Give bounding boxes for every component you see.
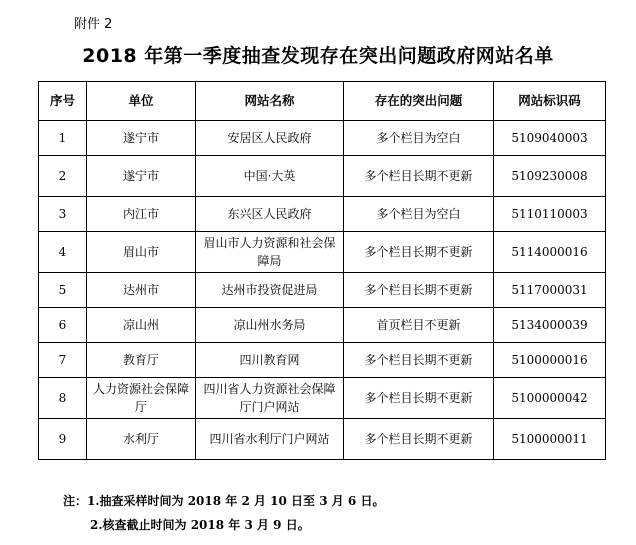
row-index: 2 bbox=[39, 156, 87, 197]
row-site-id: 5109230008 bbox=[494, 156, 606, 197]
row-index: 1 bbox=[39, 121, 87, 156]
row-unit: 遂宁市 bbox=[87, 156, 196, 197]
row-index: 9 bbox=[39, 419, 87, 460]
row-issue: 多个栏目长期不更新 bbox=[344, 419, 494, 460]
row-index: 3 bbox=[39, 197, 87, 232]
row-site-name: 四川省人力资源社会保障厅门户网站 bbox=[196, 378, 344, 419]
row-unit: 凉山州 bbox=[87, 308, 196, 343]
header-site-name: 网站名称 bbox=[196, 82, 344, 121]
row-unit: 水利厅 bbox=[87, 419, 196, 460]
row-unit: 人力资源社会保障厅 bbox=[87, 378, 196, 419]
row-site-name: 东兴区人民政府 bbox=[196, 197, 344, 232]
row-site-name: 达州市投资促进局 bbox=[196, 273, 344, 308]
row-issue: 多个栏目为空白 bbox=[344, 121, 494, 156]
row-site-id: 5109040003 bbox=[494, 121, 606, 156]
table-row bbox=[39, 378, 606, 419]
row-site-id: 5134000039 bbox=[494, 308, 606, 343]
row-index: 8 bbox=[39, 378, 87, 419]
header-index: 序号 bbox=[39, 82, 87, 121]
website-list-table bbox=[38, 81, 606, 460]
row-site-id: 5114000016 bbox=[494, 232, 606, 273]
attachment-label: 附件 2 bbox=[74, 17, 113, 32]
row-site-id: 5117000031 bbox=[494, 273, 606, 308]
row-unit: 眉山市 bbox=[87, 232, 196, 273]
row-site-id: 5100000042 bbox=[494, 378, 606, 419]
row-site-name: 中国·大英 bbox=[196, 156, 344, 197]
table-row bbox=[39, 273, 606, 308]
table-row bbox=[39, 121, 606, 156]
row-index: 6 bbox=[39, 308, 87, 343]
table-header-row bbox=[39, 82, 606, 121]
row-unit: 内江市 bbox=[87, 197, 196, 232]
row-site-id: 5110110003 bbox=[494, 197, 606, 232]
row-unit: 达州市 bbox=[87, 273, 196, 308]
table-row bbox=[39, 343, 606, 378]
row-index: 7 bbox=[39, 343, 87, 378]
row-issue: 多个栏目长期不更新 bbox=[344, 343, 494, 378]
note-sampling-period: 注：1.抽查采样时间为 2018 年 2 月 10 日至 3 月 6 日。 bbox=[63, 494, 385, 508]
table-row bbox=[39, 156, 606, 197]
row-site-name: 安居区人民政府 bbox=[196, 121, 344, 156]
header-site-id: 网站标识码 bbox=[494, 82, 606, 121]
row-unit: 教育厅 bbox=[87, 343, 196, 378]
note-deadline: 2.核查截止时间为 2018 年 3 月 9 日。 bbox=[90, 518, 310, 532]
row-index: 4 bbox=[39, 232, 87, 273]
row-issue: 多个栏目为空白 bbox=[344, 197, 494, 232]
row-site-name: 四川省水利厅门户网站 bbox=[196, 419, 344, 460]
row-site-id: 5100000011 bbox=[494, 419, 606, 460]
table-row bbox=[39, 197, 606, 232]
row-site-name: 凉山州水务局 bbox=[196, 308, 344, 343]
row-issue: 多个栏目长期不更新 bbox=[344, 378, 494, 419]
header-issue: 存在的突出问题 bbox=[344, 82, 494, 121]
table-row bbox=[39, 308, 606, 343]
row-site-id: 5100000016 bbox=[494, 343, 606, 378]
document-title: 2018 年第一季度抽查发现存在突出问题政府网站名单 bbox=[82, 45, 554, 67]
row-unit: 遂宁市 bbox=[87, 121, 196, 156]
row-issue: 多个栏目长期不更新 bbox=[344, 232, 494, 273]
table-row bbox=[39, 419, 606, 460]
row-site-name: 眉山市人力资源和社会保障局 bbox=[196, 232, 344, 273]
row-issue: 首页栏目不更新 bbox=[344, 308, 494, 343]
notes bbox=[63, 489, 384, 537]
row-issue: 多个栏目长期不更新 bbox=[344, 156, 494, 197]
header-unit: 单位 bbox=[87, 82, 196, 121]
row-issue: 多个栏目长期不更新 bbox=[344, 273, 494, 308]
row-index: 5 bbox=[39, 273, 87, 308]
row-site-name: 四川教育网 bbox=[196, 343, 344, 378]
table-row bbox=[39, 232, 606, 273]
